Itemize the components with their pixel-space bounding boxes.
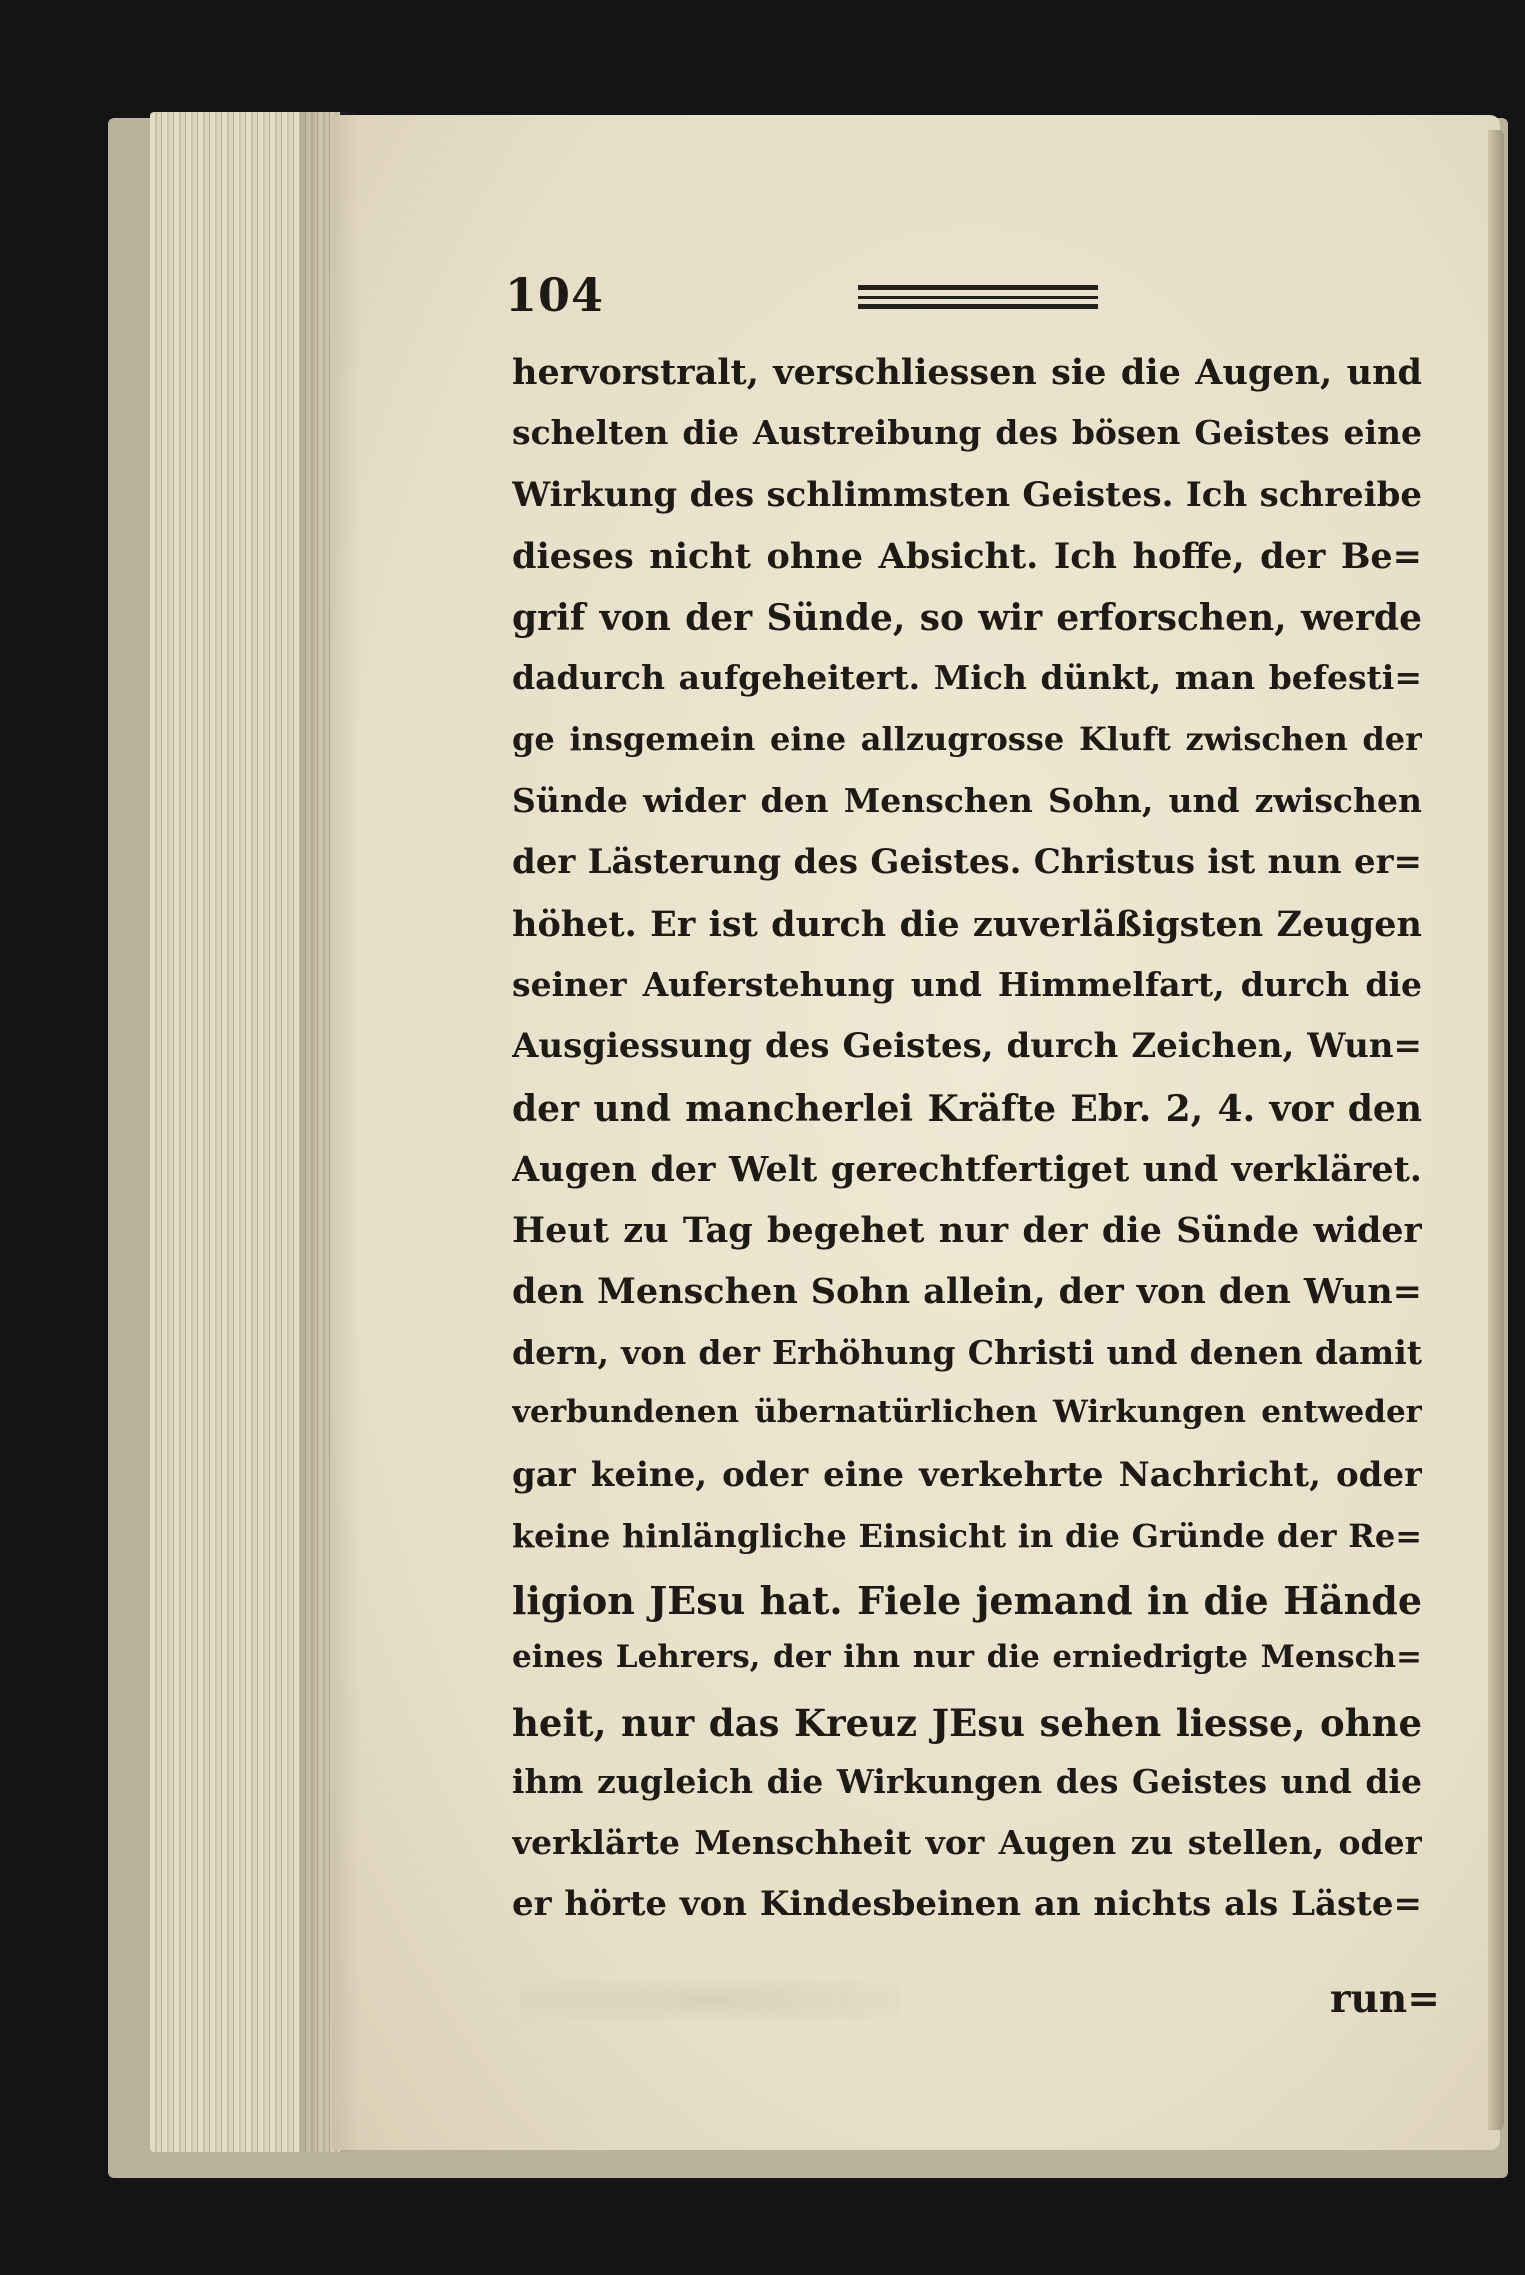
text-line: der und mancherlei Kräfte Ebr. 2, 4. vor den — [512, 1087, 1422, 1130]
rule-line — [858, 296, 1098, 299]
text-line: verbundenen übernatürlichen Wirkungen entweder — [512, 1394, 1422, 1431]
text-line: der Lästerung des Geistes. Christus ist nun er= — [512, 842, 1422, 883]
text-line: er hörte von Kindesbeinen an nichts als Läste= — [512, 1884, 1422, 1925]
text-line: höhet. Er ist durch die zuverläßigsten Zeugen — [512, 903, 1422, 945]
show-through-smudge — [520, 1980, 900, 2020]
text-line: dieses nicht ohne Absicht. Ich hoffe, der Be= — [512, 535, 1422, 577]
rule-line — [858, 304, 1098, 309]
text-line: hervorstralt, verschliessen sie die Augen, und — [512, 352, 1422, 393]
text-line: dern, von der Erhöhung Christi und denen damit — [512, 1332, 1422, 1372]
text-line: den Menschen Sohn allein, der von den Wun= — [512, 1271, 1422, 1313]
text-line: grif von der Sünde, so wir erforschen, werde — [512, 597, 1422, 640]
text-line: keine hinlängliche Einsicht in die Gründe der Re= — [512, 1516, 1422, 1555]
text-line: ge insgemein eine allzugrosse Kluft zwischen der — [512, 719, 1422, 758]
header-ornament-rule — [858, 285, 1098, 315]
text-line: eines Lehrers, der ihn nur die erniedrigte Mensch= — [512, 1639, 1422, 1676]
text-line: gar keine, oder eine verkehrte Nachricht, oder — [512, 1455, 1422, 1496]
text-line: dadurch aufgeheitert. Mich dünkt, man befesti= — [512, 658, 1422, 698]
page-right-edge — [1488, 130, 1504, 2130]
text-line: Augen der Welt gerechtfertiget und verkläret. — [512, 1148, 1422, 1190]
text-line: Wirkung des schlimmsten Geistes. Ich schreibe — [512, 474, 1422, 515]
page-number: 104 — [505, 268, 605, 322]
text-line: seiner Auferstehung und Himmelfart, durch die — [512, 964, 1422, 1004]
text-line: Heut zu Tag begehet nur der die Sünde wider — [512, 1210, 1422, 1252]
body-text — [512, 352, 1422, 1946]
text-line: heit, nur das Kreuz JEsu sehen liesse, ohne — [512, 1700, 1422, 1745]
text-line: schelten die Austreibung des bösen Geistes eine — [512, 413, 1422, 453]
gutter-shadow — [300, 112, 360, 2152]
rule-line — [858, 285, 1098, 290]
text-line: Sünde wider den Menschen Sohn, und zwischen — [512, 781, 1422, 821]
catchword: run= — [1330, 1976, 1440, 2022]
text-line: ihm zugleich die Wirkungen des Geistes und die — [512, 1761, 1422, 1801]
text-line: ligion JEsu hat. Fiele jemand in die Hände — [512, 1577, 1422, 1623]
text-line: Ausgiessung des Geistes, durch Zeichen, Wun= — [512, 1026, 1422, 1067]
text-line: verklärte Menschheit vor Augen zu stellen, oder — [512, 1823, 1422, 1863]
